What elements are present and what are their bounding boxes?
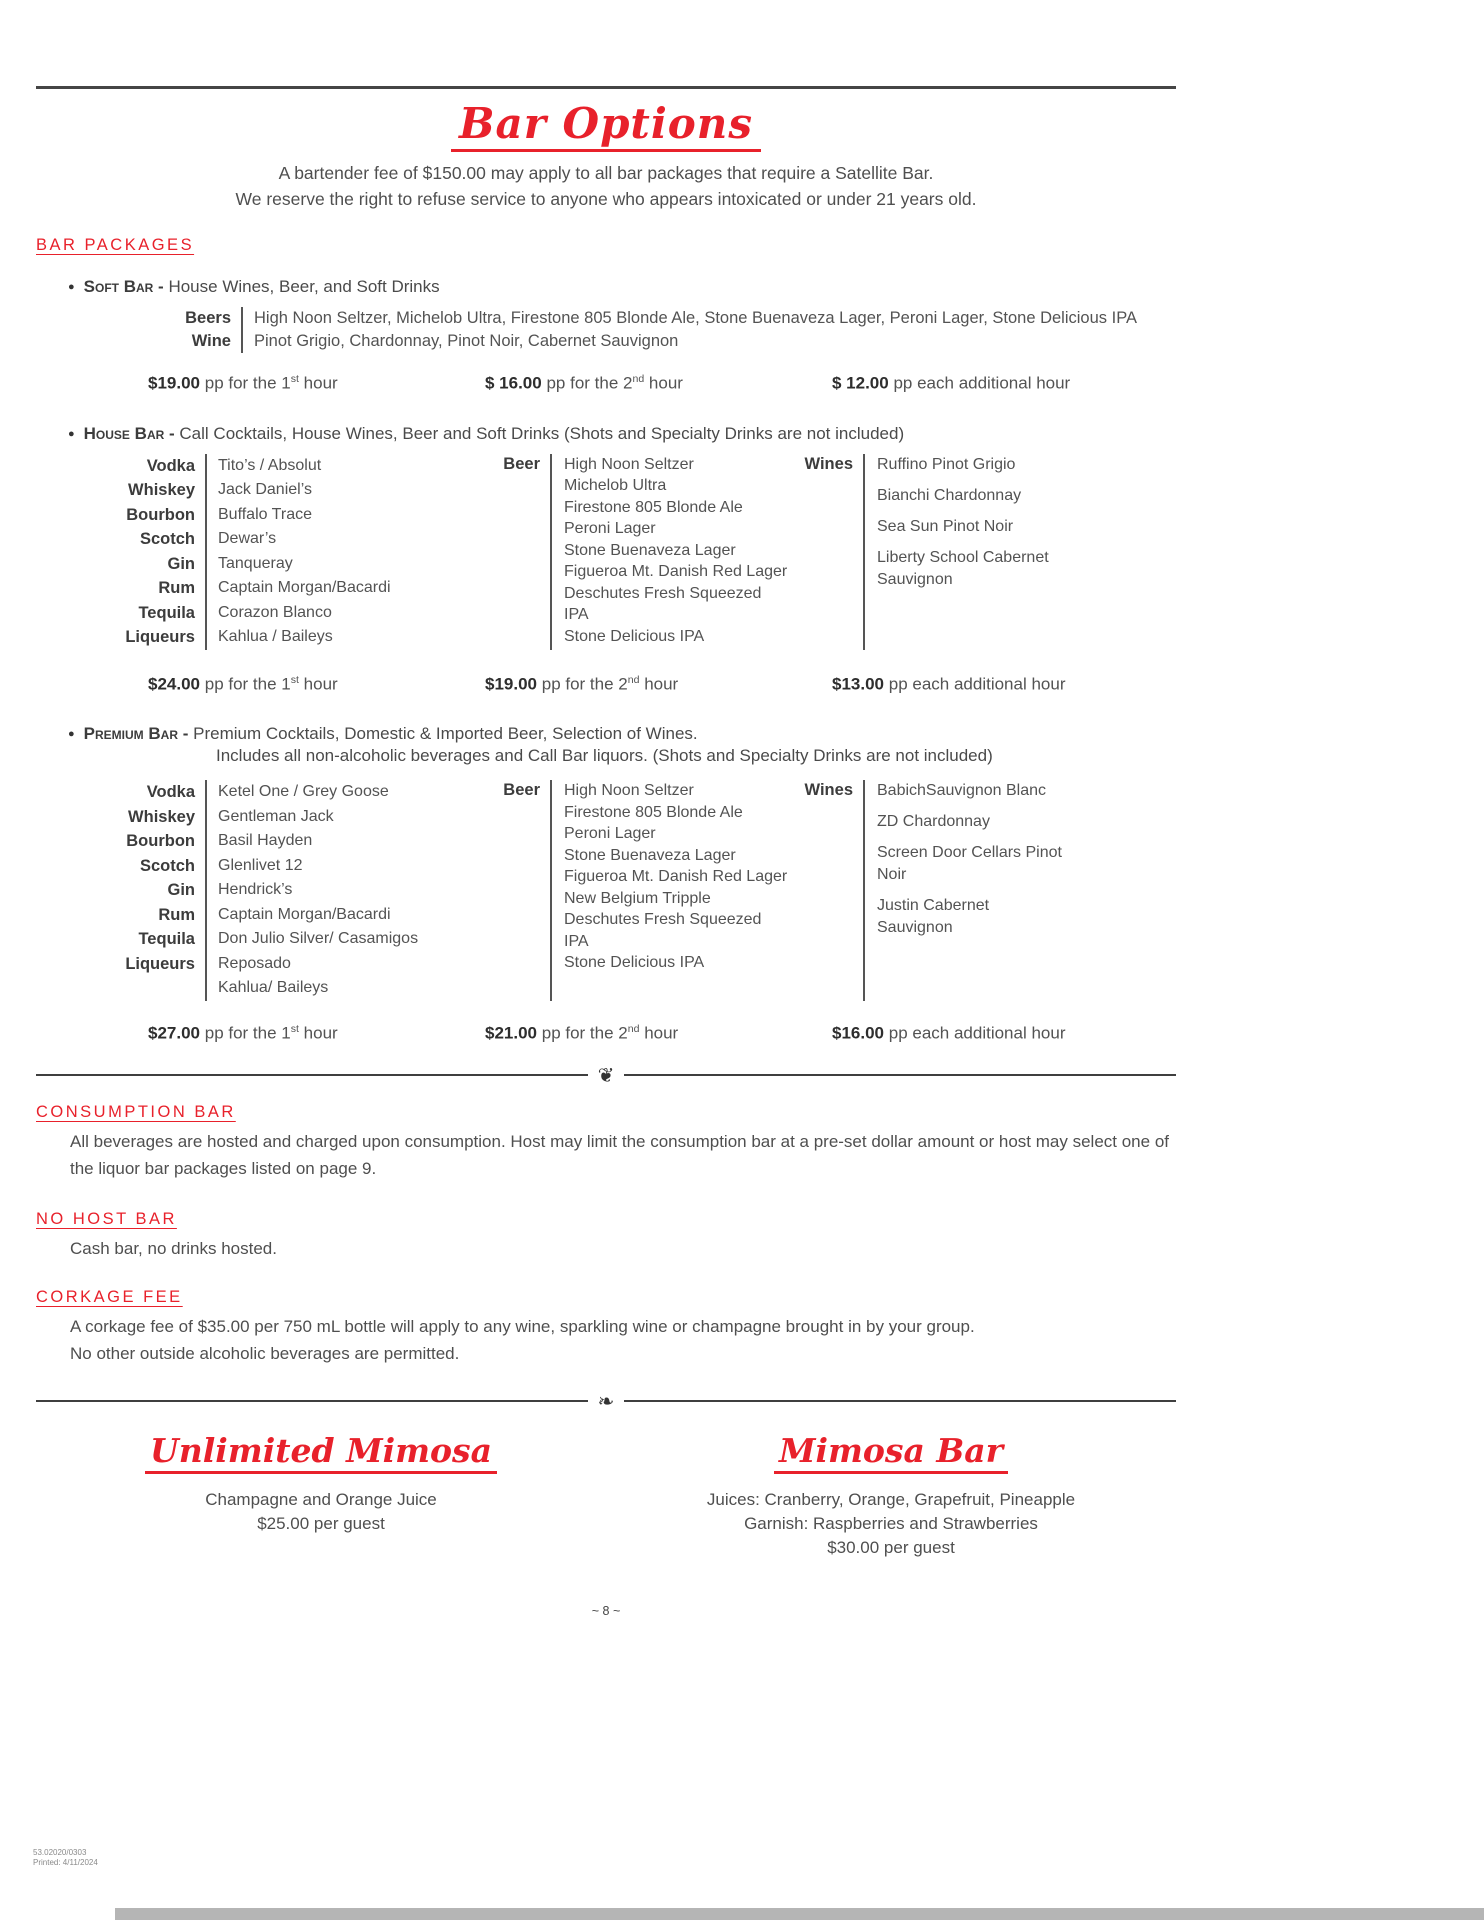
divider-line <box>36 1400 588 1402</box>
spirit-value: Basil Hayden <box>218 832 313 850</box>
subtitle-line-2: We reserve the right to refuse service to anyone who appears intoxicated or under 21 years old. <box>235 189 977 209</box>
printed-date: Printed: 4/11/2024 <box>33 1858 98 1867</box>
house-wine-column <box>790 454 1068 650</box>
spirit-value: Jack Daniel’s <box>218 481 312 499</box>
corkage-fee-body <box>70 1313 1176 1367</box>
consumption-bar-body <box>70 1128 1176 1182</box>
beer-item: High Noon Seltzer <box>564 782 694 800</box>
premium-wine-list <box>863 780 1068 1001</box>
footer-meta <box>33 1848 98 1868</box>
house-wine-list <box>863 454 1068 650</box>
spirit-label: Gin <box>167 881 195 900</box>
spirit-value: Kahlua/ Baileys <box>218 979 329 997</box>
spirit-value: Don Julio Silver/ Casamigos Reposado <box>218 930 419 972</box>
beer-item: Peroni Lager <box>564 825 656 843</box>
house-bar-name: House Bar - <box>83 423 175 443</box>
no-host-bar-text: Cash bar, no drinks hosted. <box>70 1239 277 1259</box>
unlimited-mimosa-title: Unlimited Mimosa <box>145 1431 497 1474</box>
page-content <box>0 86 1212 1618</box>
spirit-value: Tito’s / Absolut <box>218 456 322 474</box>
section-divider <box>36 1389 1176 1414</box>
premium-beer-list <box>550 780 790 1001</box>
mimosa-line: Juices: Cranberry, Orange, Grapefruit, Pineapple <box>706 1490 1076 1510</box>
unlimited-mimosa-column <box>36 1431 606 1560</box>
house-bar-title-row <box>36 424 1176 444</box>
price-item: $16.00 pp each additional hour <box>832 1023 1066 1043</box>
beer-item: Stone Delicious IPA <box>564 627 705 645</box>
row-value: High Noon Seltzer, Michelob Ultra, Firestone 805 Blonde Ale, Stone Buenaveza Lager, Peroni Lager, Stone Delicious IPA <box>254 309 1137 327</box>
beer-item: Firestone 805 Blonde Ale <box>564 803 743 821</box>
premium-beer-column <box>490 780 790 1001</box>
price-item: $24.00 pp for the 1st hour <box>148 673 338 694</box>
spirit-label: Rum <box>158 905 195 924</box>
price-item: $ 12.00 pp each additional hour <box>832 373 1071 393</box>
premium-spirits-table <box>70 780 490 1001</box>
spirit-value: Captain Morgan/Bacardi <box>218 579 391 597</box>
bullet-icon: ● <box>68 427 75 440</box>
spirit-label: Tequila <box>138 930 195 949</box>
consumption-bar-heading: CONSUMPTION BAR <box>36 1103 236 1122</box>
bullet-icon: ● <box>68 728 75 741</box>
page-title: Bar Options <box>451 99 761 152</box>
spirit-label: Scotch <box>139 856 195 875</box>
price-item: $13.00 pp each additional hour <box>832 674 1066 694</box>
spirit-label: Bourbon <box>126 505 195 524</box>
soft-bar-labels <box>106 307 231 353</box>
divider-line <box>624 1074 1176 1076</box>
spirit-label: Scotch <box>139 530 195 549</box>
spirit-value: Ketel One / Grey Goose <box>218 783 389 801</box>
spirit-value: Corazon Blanco <box>218 603 332 621</box>
wines-label: Wines <box>804 454 853 473</box>
top-divider-rule <box>36 86 1176 89</box>
bullet-icon: ● <box>68 281 75 293</box>
spirit-label: Bourbon <box>126 832 195 851</box>
wine-item: Bianchi Chardonnay <box>877 486 1022 504</box>
soft-bar-name: Soft Bar - <box>83 277 164 296</box>
bottom-edge-strip <box>115 1908 1484 1920</box>
bar-packages-heading: BAR PACKAGES <box>36 236 195 254</box>
price-item: $27.00 pp for the 1st hour <box>148 1022 338 1043</box>
corkage-fee-heading: CORKAGE FEE <box>36 1288 183 1307</box>
mimosa-section <box>36 1431 1176 1560</box>
divider-line <box>36 1074 588 1076</box>
premium-bar-section <box>36 724 1176 1043</box>
price-item: $ 16.00 pp for the 2nd hour <box>485 373 683 393</box>
wine-item: ZD Chardonnay <box>877 813 990 831</box>
spirit-value: Gentleman Jack <box>218 807 334 825</box>
soft-bar-values <box>241 307 1137 353</box>
page-number: ~ 8 ~ <box>591 1604 621 1619</box>
mimosa-line: $25.00 per guest <box>257 1514 385 1534</box>
wine-item: Liberty School Cabernet Sauvignon <box>877 548 1049 588</box>
mimosa-bar-title: Mimosa Bar <box>774 1431 1008 1474</box>
spirit-value: Tanqueray <box>218 554 293 572</box>
corkage-fee-text-2: No other outside alcoholic beverages are permitted. <box>70 1344 460 1364</box>
corkage-fee-text-1: A corkage fee of $35.00 per 750 mL bottle will apply to any wine, sparkling wine or champagne brought in by your group. <box>70 1317 975 1337</box>
wine-item: Justin Cabernet Sauvignon <box>877 897 990 937</box>
spirit-label: Vodka <box>146 783 195 802</box>
row-label: Beers <box>185 309 231 327</box>
premium-spirit-values <box>205 780 490 1001</box>
price-item: $19.00 pp for the 2nd hour <box>485 673 679 694</box>
wine-item: Ruffino Pinot Grigio <box>877 455 1016 473</box>
house-beer-column <box>490 454 790 650</box>
spirit-value: Glenlivet 12 <box>218 856 303 874</box>
beer-item: Figueroa Mt. Danish Red Lager <box>564 868 788 886</box>
wine-item: Sea Sun Pinot Noir <box>877 517 1014 535</box>
soft-bar-table <box>106 307 1176 353</box>
spirit-value: Captain Morgan/Bacardi <box>218 905 391 923</box>
document-code: 53.02020/0303 <box>33 1848 87 1857</box>
spirit-label: Liqueurs <box>125 954 195 973</box>
spirit-value: Hendrick’s <box>218 881 293 899</box>
beer-label: Beer <box>503 781 540 800</box>
premium-bar-pricing <box>36 1023 1176 1044</box>
wines-label: Wines <box>804 781 853 800</box>
house-bar-columns <box>36 454 1176 650</box>
house-bar-pricing <box>36 674 1176 695</box>
mimosa-bar-column <box>606 1431 1176 1560</box>
row-value: Pinot Grigio, Chardonnay, Pinot Noir, Cabernet Sauvignon <box>254 332 679 350</box>
house-spirits-table <box>70 454 490 650</box>
divider-line <box>624 1400 1176 1402</box>
house-spirit-values <box>205 454 490 650</box>
divider-ornament-icon: ❦ <box>597 1063 615 1088</box>
beer-item: Figueroa Mt. Danish Red Lager <box>564 563 788 581</box>
house-beer-list <box>550 454 790 650</box>
soft-bar-pricing <box>36 373 1176 394</box>
no-host-bar-body <box>70 1235 1176 1262</box>
house-bar-section <box>36 424 1176 695</box>
beer-item: Peroni Lager <box>564 520 656 538</box>
spirit-label: Tequila <box>138 603 195 622</box>
beer-item: Deschutes Fresh Squeezed IPA <box>564 911 762 950</box>
spirit-label: Rum <box>158 579 195 598</box>
premium-bar-name: Premium Bar - <box>83 724 189 744</box>
premium-spirit-labels <box>70 780 195 1001</box>
soft-bar-description: House Wines, Beer, and Soft Drinks <box>168 277 440 296</box>
premium-wine-column <box>790 780 1068 1001</box>
no-host-bar-heading: NO HOST BAR <box>36 1210 177 1229</box>
house-bar-description: Call Cocktails, House Wines, Beer and Soft Drinks (Shots and Specialty Drinks are not included) <box>179 423 905 443</box>
mimosa-line: $30.00 per guest <box>827 1538 955 1558</box>
wine-item: Screen Door Cellars Pinot Noir <box>877 844 1062 884</box>
row-label: Wine <box>191 332 231 350</box>
premium-bar-description-2: Includes all non-alcoholic beverages and Call Bar liquors. (Shots and Specialty Drinks are not included) <box>216 746 993 766</box>
premium-bar-description: Premium Cocktails, Domestic & Imported Beer, Selection of Wines. <box>193 724 698 744</box>
divider-ornament-icon: ❧ <box>597 1389 615 1414</box>
beer-item: Stone Buenaveza Lager <box>564 846 736 864</box>
spirit-label: Whiskey <box>128 807 195 826</box>
beer-item: Deschutes Fresh Squeezed IPA <box>564 584 762 624</box>
mimosa-line: Champagne and Orange Juice <box>205 1490 437 1510</box>
price-item: $19.00 pp for the 1st hour <box>148 373 338 393</box>
price-item: $21.00 pp for the 2nd hour <box>485 1022 679 1043</box>
section-divider <box>36 1063 1176 1088</box>
soft-bar-section <box>36 277 1176 394</box>
spirit-label: Vodka <box>146 456 195 475</box>
beer-item: High Noon Seltzer <box>564 455 694 473</box>
soft-bar-title-row <box>36 277 1176 297</box>
spirit-value: Dewar’s <box>218 530 277 548</box>
spirit-value: Kahlua / Baileys <box>218 628 333 646</box>
beer-item: Firestone 805 Blonde Ale <box>564 498 743 516</box>
beer-label: Beer <box>503 454 540 473</box>
beer-item: Stone Buenaveza Lager <box>564 541 736 559</box>
beer-item: Michelob Ultra <box>564 477 667 495</box>
beer-item: Stone Delicious IPA <box>564 954 705 972</box>
spirit-label: Whiskey <box>128 481 195 500</box>
spirit-label: Liqueurs <box>125 628 195 647</box>
wine-item: BabichSauvignon Blanc <box>877 782 1047 800</box>
beer-item: New Belgium Tripple <box>564 889 711 907</box>
premium-bar-title-row <box>36 724 1176 744</box>
spirit-label: Gin <box>167 554 195 573</box>
subtitle-line-1: A bartender fee of $150.00 may apply to all bar packages that require a Satellite Bar. <box>278 163 934 183</box>
consumption-bar-text: All beverages are hosted and charged upon consumption. Host may limit the consumption bar at a pre-set dollar amount or host may select one of the liquor bar packages listed on page 9. <box>70 1132 1169 1179</box>
title-row <box>36 99 1176 152</box>
premium-bar-columns <box>36 780 1176 1001</box>
mimosa-line: Garnish: Raspberries and Strawberries <box>744 1514 1038 1534</box>
spirit-value: Buffalo Trace <box>218 505 312 523</box>
house-spirit-labels <box>70 454 195 650</box>
